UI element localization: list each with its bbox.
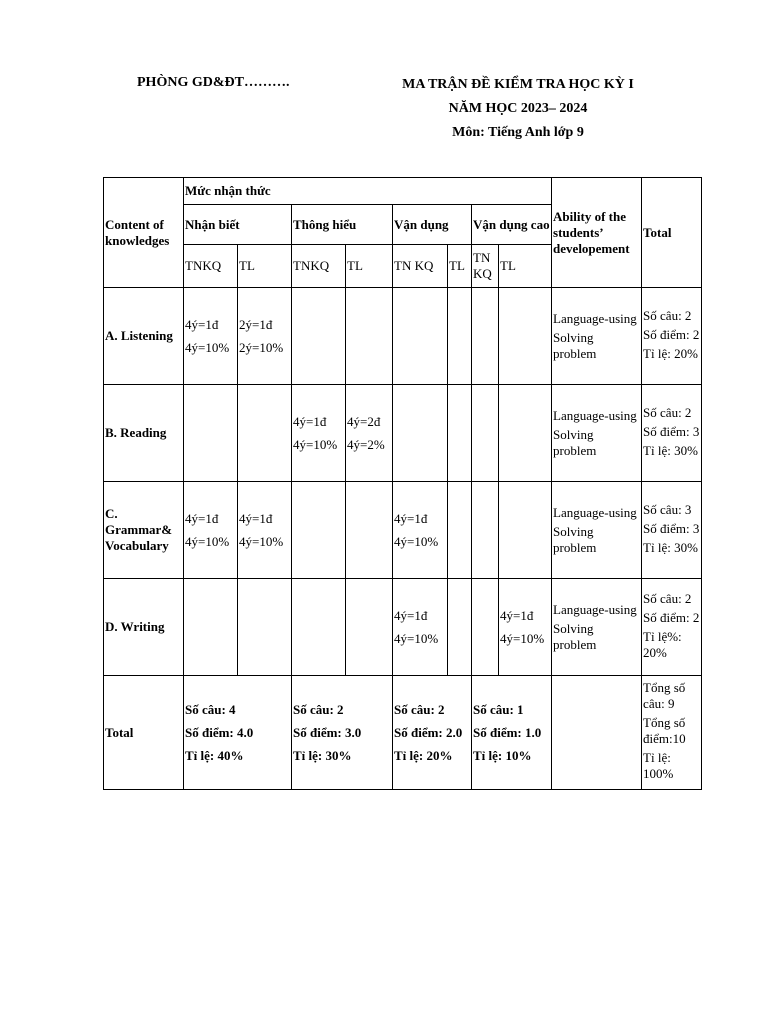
matrix-cell [184, 579, 238, 676]
table-row [104, 385, 702, 482]
matrix-cell [499, 579, 552, 676]
total-cell [642, 385, 702, 482]
level-group-header: Mức nhận thức [184, 178, 552, 205]
ability-cell [552, 385, 642, 482]
summary-value: Số câu: 2 [394, 702, 445, 717]
sub-header: TN KQ [393, 245, 448, 288]
cell-value: 4ý=10% [394, 534, 439, 549]
matrix-cell [238, 288, 292, 385]
matrix-cell [292, 288, 346, 385]
table-row [104, 482, 702, 579]
summary-value: Số điểm: 2.0 [394, 725, 463, 740]
total-item: Tỉ lệ: 30% [643, 539, 698, 555]
ability-item: Language-using [553, 310, 637, 326]
summary-value: Số điểm: 3.0 [293, 725, 362, 740]
exam-matrix-table [103, 177, 702, 790]
summary-cell [292, 676, 393, 790]
level-header: Vận dụng [393, 205, 472, 245]
row-label: D. Writing [104, 579, 184, 676]
level-header: Thông hiểu [292, 205, 393, 245]
matrix-cell [448, 385, 472, 482]
ability-cell [552, 288, 642, 385]
ability-item: Language-using [553, 407, 637, 423]
cell-value: 4ý=1đ [394, 608, 428, 623]
matrix-cell [472, 385, 499, 482]
cell-value: 4ý=10% [185, 534, 230, 549]
ability-item: Language-using [553, 601, 637, 617]
row-label: A. Listening [104, 288, 184, 385]
cell-value: 4ý=10% [185, 340, 230, 355]
matrix-cell [238, 482, 292, 579]
total-item: Số câu: 2 [643, 404, 692, 420]
ability-cell [552, 482, 642, 579]
total-item: Tỉ lệ%: 20% [643, 628, 682, 660]
summary-cell [472, 676, 552, 790]
sub-header: TN KQ [472, 245, 499, 288]
school-year: NĂM HỌC 2023– 2024 [448, 101, 588, 116]
ability-item: Solving problem [553, 329, 597, 361]
matrix-cell [238, 385, 292, 482]
matrix-cell [346, 385, 393, 482]
summary-value: Số câu: 4 [185, 702, 236, 717]
total-item: Số điểm: 2 [643, 609, 700, 625]
cell-value: 4ý=1đ [185, 317, 219, 332]
summary-value: Số điểm: 1.0 [473, 725, 542, 740]
matrix-cell [499, 288, 552, 385]
cell-value: 2ý=1đ [239, 317, 273, 332]
summary-cell [393, 676, 472, 790]
summary-row [104, 676, 702, 790]
content-header: Content of knowledges [104, 178, 184, 288]
summary-value: Tỉ lệ: 30% [293, 748, 352, 763]
total-item: Số điểm: 3 [643, 423, 700, 439]
row-label: C. Grammar& Vocabulary [104, 482, 184, 579]
sub-header: TL [448, 245, 472, 288]
summary-ability-cell [552, 676, 642, 790]
total-item: Tỉ lệ: 20% [643, 345, 698, 361]
matrix-cell [184, 482, 238, 579]
department-label: PHÒNG GD&ĐT………. [137, 75, 290, 90]
matrix-cell [238, 579, 292, 676]
cell-value: 4ý=1đ [239, 511, 273, 526]
table-row [104, 579, 702, 676]
summary-value: Tỉ lệ: 40% [185, 748, 244, 763]
total-cell [642, 288, 702, 385]
sub-header: TL [346, 245, 393, 288]
matrix-cell [472, 579, 499, 676]
header-row-1 [104, 178, 702, 205]
total-item: Số câu: 2 [643, 307, 692, 323]
sub-header: TNKQ [184, 245, 238, 288]
matrix-cell [292, 579, 346, 676]
matrix-cell [499, 482, 552, 579]
summary-value: Tỉ lệ: 20% [394, 748, 453, 763]
cell-value: 4ý=10% [293, 437, 338, 452]
matrix-cell [448, 482, 472, 579]
total-item: Số điểm: 3 [643, 520, 700, 536]
total-cell [642, 579, 702, 676]
cell-value: 4ý=1đ [293, 414, 327, 429]
matrix-cell [448, 288, 472, 385]
ability-item: Solving problem [553, 620, 597, 652]
total-item: Số điểm: 2 [643, 326, 700, 342]
total-item: Số câu: 2 [643, 590, 692, 606]
cell-value: 4ý=1đ [185, 511, 219, 526]
matrix-cell [393, 482, 448, 579]
summary-total-cell [642, 676, 702, 790]
matrix-cell [346, 579, 393, 676]
document-heading [370, 73, 666, 145]
cell-value: 4ý=1đ [500, 608, 534, 623]
cell-value: 4ý=2% [347, 437, 385, 452]
matrix-cell [292, 385, 346, 482]
total-header: Total [642, 178, 702, 288]
document-title: MA TRẬN ĐỀ KIỂM TRA HỌC KỲ I [402, 77, 634, 92]
ability-item: Solving problem [553, 426, 597, 458]
table-row [104, 288, 702, 385]
summary-value: Số câu: 2 [293, 702, 344, 717]
matrix-cell [393, 288, 448, 385]
summary-label: Total [104, 676, 184, 790]
cell-value: 4ý=10% [500, 631, 545, 646]
matrix-cell [393, 385, 448, 482]
sub-header: TNKQ [292, 245, 346, 288]
cell-value: 4ý=10% [394, 631, 439, 646]
ability-item: Solving problem [553, 523, 597, 555]
ability-header: Ability of the students’ developement [552, 178, 642, 288]
ability-item: Language-using [553, 504, 637, 520]
total-item: Tỉ lệ: 30% [643, 442, 698, 458]
ability-cell [552, 579, 642, 676]
row-label: B. Reading [104, 385, 184, 482]
matrix-cell [184, 288, 238, 385]
matrix-cell [346, 288, 393, 385]
cell-value: 4ý=1đ [394, 511, 428, 526]
summary-total-item: Tổng số câu: 9 [643, 680, 686, 711]
total-cell [642, 482, 702, 579]
matrix-cell [184, 385, 238, 482]
cell-value: 4ý=2đ [347, 414, 381, 429]
matrix-cell [393, 579, 448, 676]
level-header: Vận dụng cao [472, 205, 552, 245]
summary-total-item: Tỉ lệ: 100% [643, 750, 674, 781]
matrix-cell [499, 385, 552, 482]
subject-line: Môn: Tiếng Anh lớp 9 [452, 125, 584, 140]
total-item: Số câu: 3 [643, 501, 692, 517]
matrix-cell [472, 288, 499, 385]
sub-header: TL [499, 245, 552, 288]
summary-value: Số câu: 1 [473, 702, 524, 717]
cell-value: 4ý=10% [239, 534, 284, 549]
summary-cell [184, 676, 292, 790]
matrix-cell [472, 482, 499, 579]
summary-value: Số điểm: 4.0 [185, 725, 254, 740]
sub-header: TL [238, 245, 292, 288]
level-header: Nhận biết [184, 205, 292, 245]
cell-value: 2ý=10% [239, 340, 284, 355]
summary-value: Tỉ lệ: 10% [473, 748, 532, 763]
summary-total-item: Tổng số điểm:10 [643, 715, 686, 746]
matrix-cell [346, 482, 393, 579]
matrix-cell [292, 482, 346, 579]
matrix-cell [448, 579, 472, 676]
